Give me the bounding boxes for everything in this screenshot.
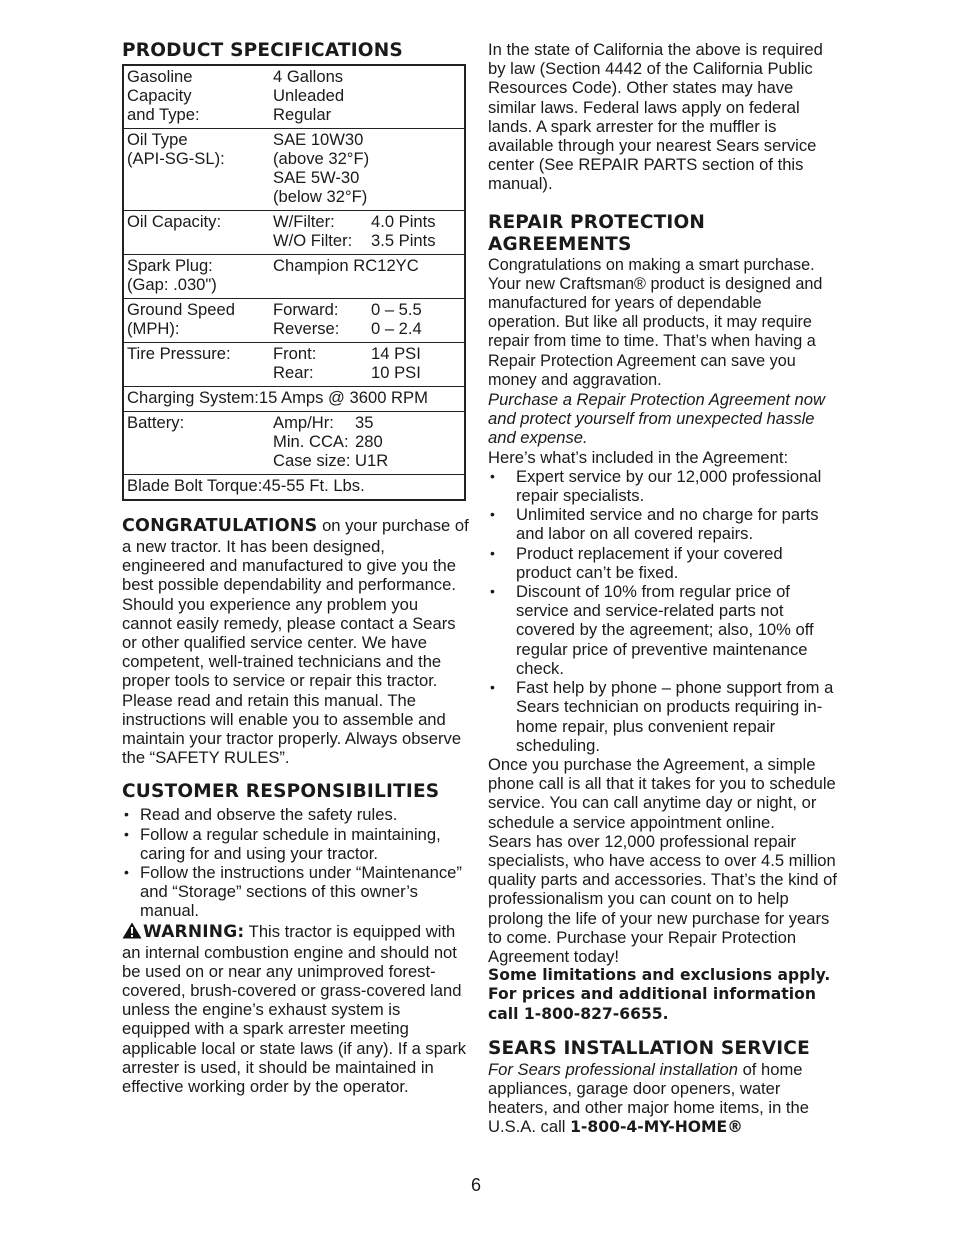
installation-phone: 1-800-4-MY-HOME® — [570, 1118, 743, 1137]
spec-sub-value: U1R — [355, 451, 389, 470]
installation-italic: For Sears professional installation — [488, 1059, 738, 1079]
responsibility-item: • Follow the instructions under “Maintenance” and “Storage” sections of this owner’s manual. — [122, 863, 470, 921]
spec-sub-value: 280 — [355, 432, 383, 451]
spec-sub-value: 0 – 2.4 — [371, 319, 422, 338]
customer-responsibilities-heading: CUSTOMER RESPONSIBILITIES — [122, 781, 440, 803]
california-paragraph: In the state of California the above is required by law (Section 4442 of the California Public Resources Code). Other states may have similar laws. Federal laws apply on federal lands. A spark arrester for the muffler is available through your nearest Sears service center (See REPAIR PARTS section of this manual). — [488, 40, 823, 194]
problem-paragraph: Should you experience any problem you cannot easily remedy, please contact a Sears or other qualified service center. We have competent, well-trained technicians and the proper tools to service or repair this tractor. — [122, 594, 456, 691]
page-number: 6 — [471, 1175, 482, 1195]
spec-sub-label: Forward: — [273, 300, 339, 319]
spec-value — [270, 211, 465, 255]
spec-sub-value: 3.5 Pints — [371, 231, 436, 250]
sears-installation-heading: SEARS INSTALLATION SERVICE — [488, 1037, 810, 1059]
repair-protection-heading — [488, 212, 838, 256]
customer-responsibilities-list — [122, 805, 470, 920]
spec-value: Champion RC12YC — [273, 256, 419, 275]
repair-heading-line2: AGREEMENTS — [488, 233, 632, 255]
spec-label: Battery: — [127, 413, 185, 432]
agreement-benefits-list — [488, 467, 838, 755]
spec-value: SAE 10W30 (above 32°F) SAE 5W-30 (below 32°F) — [273, 130, 370, 206]
spec-label: Oil Type (API-SG-SL): — [127, 130, 225, 168]
benefit-item: • Product replacement if your covered product can’t be fixed. — [488, 544, 838, 582]
spec-label: Spark Plug: (Gap: .030") — [127, 256, 217, 294]
spec-label: Gasoline Capacity and Type: — [127, 67, 200, 124]
spec-sub-value: 4.0 Pints — [371, 212, 436, 231]
spec-value — [270, 412, 465, 475]
spec-value — [270, 299, 465, 343]
responsibility-item: • Read and observe the safety rules. — [122, 805, 470, 824]
congratulations-paragraph — [122, 515, 470, 595]
spec-full-cell: Charging System:15 Amps @ 3600 RPM — [127, 388, 428, 407]
warning-paragraph — [122, 921, 470, 1097]
spec-row — [123, 412, 465, 475]
spec-full-cell: Blade Bolt Torque:45-55 Ft. Lbs. — [127, 476, 365, 495]
congratulations-lead: CONGRATULATIONS — [122, 516, 318, 536]
once-purchase-paragraph: Once you purchase the Agreement, a simple phone call is all that it takes for you to schedule service. You can call anytime day or night, or schedule a service appointment online. — [488, 754, 836, 832]
spec-label: Oil Capacity: — [127, 212, 222, 231]
spec-row — [123, 255, 465, 299]
repair-intro-paragraph: Congratulations on making a smart purchase. Your new Craftsman® product is designed and manufactured for years of dependable operation. But like all products, it may require repair from time to time. That’s when having a Repair Protection Agreement can save you money and aggravation. — [488, 255, 823, 389]
spec-sub-label: Case size: — [273, 451, 351, 470]
warning-label: WARNING: — [143, 921, 245, 942]
responsibility-item: • Follow a regular schedule in maintaining, caring for and using your tractor. — [122, 825, 470, 863]
benefit-item: • Unlimited service and no charge for parts and labor on all covered repairs. — [488, 505, 838, 543]
congratulations-text: on your purchase of a new tractor. It has been designed, engineered and manufactured to give you the best possible dependability and performance. — [122, 516, 469, 595]
spec-sub-label: W/O Filter: — [273, 231, 353, 250]
spec-sub-value: 10 PSI — [371, 363, 421, 382]
spec-label: Ground Speed (MPH): — [127, 300, 235, 338]
spec-sub-label: Min. CCA: — [273, 432, 349, 451]
spec-label: Tire Pressure: — [127, 344, 231, 363]
spec-row — [123, 129, 465, 211]
warning-text: This tractor is equipped with an internal combustion engine and should not be used on or near any unimproved forest-covered, brush-covered or grass-covered land unless the engine’s exhaust system is equipped with a spark arrester meeting applicable local or state laws (if any). If a spark arrester is used, it should be maintained in effective working order by the operator. — [122, 921, 467, 1097]
spec-value — [270, 343, 465, 387]
spec-row — [123, 343, 465, 387]
sears-specialists-paragraph: Sears has over 12,000 professional repair specialists, who have access to over 4.5 million quality parts and accessories. That’s the kind of professionalism you can count on to help prolong the life of your new purchase for years to come. Purchase your Repair Protection Agreement today! — [488, 831, 837, 966]
benefit-item: • Discount of 10% from regular price of service and service-related parts not covered by the agreement; also, 10% off regular price of preventive maintenance check. — [488, 582, 838, 678]
included-intro: Here’s what’s included in the Agreement: — [488, 447, 789, 467]
repair-heading-line1: REPAIR PROTECTION — [488, 211, 706, 233]
spec-row — [123, 65, 465, 129]
warning-triangle-icon — [122, 922, 142, 939]
product-specifications-heading: PRODUCT SPECIFICATIONS — [122, 40, 403, 61]
limitations-note: Some limitations and exclusions apply. For prices and additional information call 1-800-827-6655. — [488, 966, 831, 1023]
spec-sub-value: 35 — [355, 413, 374, 432]
spec-sub-label: Reverse: — [273, 319, 340, 338]
spec-sub-label: W/Filter: — [273, 212, 335, 231]
spec-sub-label: Amp/Hr: — [273, 413, 334, 432]
installation-paragraph — [488, 1060, 838, 1138]
spec-sub-value: 0 – 5.5 — [371, 300, 422, 319]
specifications-table — [122, 64, 466, 501]
spec-row — [123, 211, 465, 255]
right-column — [488, 40, 838, 1138]
spec-sub-label: Rear: — [273, 363, 314, 382]
spec-row — [123, 387, 465, 412]
installation-text: of home appliances, garage door openers, water heaters, and other major home items, in the U.S.A. call — [488, 1059, 809, 1137]
spec-sub-value: 14 PSI — [371, 344, 421, 363]
repair-italic-paragraph: Purchase a Repair Protection Agreement now and protect yourself from unexpected hassle and expense. — [488, 390, 825, 448]
benefit-item: • Fast help by phone – phone support from a Sears technician on products requiring in-home repair, plus convenient repair scheduling. — [488, 678, 838, 755]
spec-row — [123, 299, 465, 343]
left-column — [122, 40, 470, 1096]
benefit-item: • Expert service by our 12,000 professional repair specialists. — [488, 467, 838, 505]
spec-value: 4 Gallons Unleaded Regular — [273, 67, 345, 124]
spec-sub-label: Front: — [273, 344, 317, 363]
spec-row — [123, 475, 465, 501]
retain-manual-paragraph: Please read and retain this manual. The instructions will enable you to assemble and maintain your tractor properly. Always observe the “SAFETY RULES”. — [122, 690, 462, 768]
